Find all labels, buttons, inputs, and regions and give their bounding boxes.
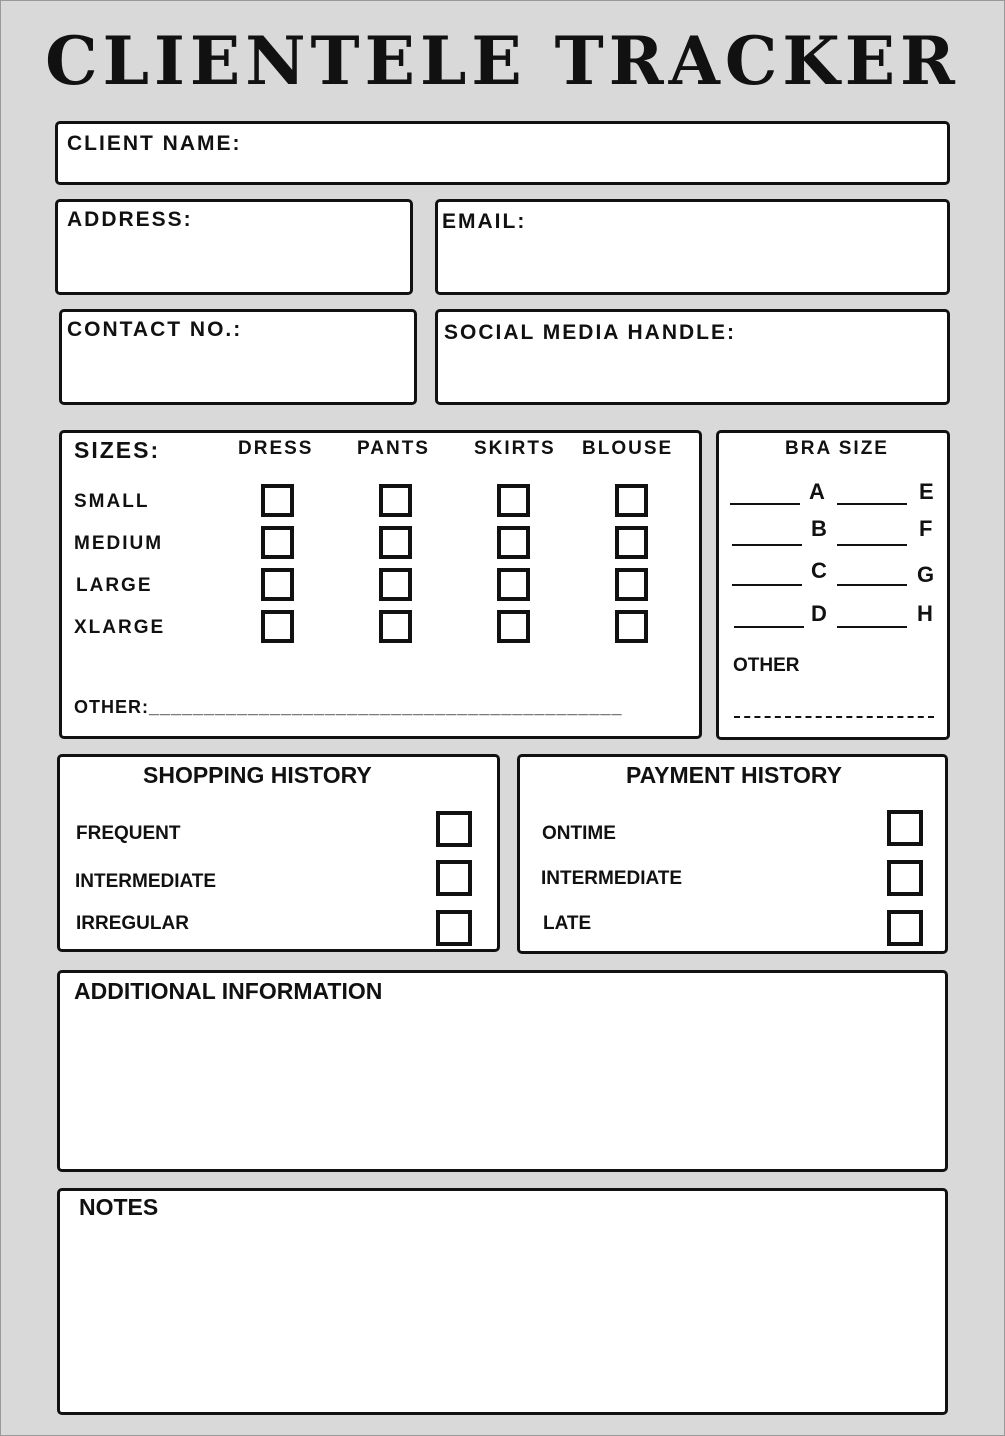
row-xlarge: XLARGE	[74, 617, 166, 638]
address-label: ADDRESS:	[67, 208, 193, 231]
checkbox-large-dress[interactable]	[261, 568, 294, 601]
bra-other-label: OTHER	[733, 655, 800, 676]
checkbox-shopping-irregular[interactable]	[436, 910, 472, 946]
page-title: CLIENTELE TRACKER	[45, 22, 960, 100]
contact-label: CONTACT NO.:	[67, 318, 243, 341]
checkbox-large-pants[interactable]	[379, 568, 412, 601]
checkbox-payment-ontime[interactable]	[887, 810, 923, 846]
client-name-field[interactable]	[55, 121, 950, 185]
additional-info-label: ADDITIONAL INFORMATION	[74, 978, 383, 1004]
checkbox-small-skirts[interactable]	[497, 484, 530, 517]
contact-field[interactable]	[59, 309, 417, 405]
payment-history-panel	[517, 754, 948, 954]
bra-size-panel	[716, 430, 950, 740]
checkbox-xlarge-pants[interactable]	[379, 610, 412, 643]
notes-label: NOTES	[79, 1194, 159, 1220]
checkbox-xlarge-skirts[interactable]	[497, 610, 530, 643]
col-pants: PANTS	[357, 438, 430, 459]
bra-letter-a: A	[809, 479, 825, 504]
bra-letter-c: C	[811, 558, 827, 583]
checkbox-large-skirts[interactable]	[497, 568, 530, 601]
checkbox-medium-pants[interactable]	[379, 526, 412, 559]
bra-blank-f[interactable]	[837, 544, 907, 546]
bra-blank-e[interactable]	[837, 503, 907, 505]
address-field[interactable]	[55, 199, 413, 295]
bra-letter-f: F	[919, 516, 933, 541]
bra-blank-b[interactable]	[732, 544, 802, 546]
bra-letter-e: E	[919, 479, 934, 504]
checkbox-xlarge-dress[interactable]	[261, 610, 294, 643]
shopping-frequent-label: FREQUENT	[76, 823, 181, 844]
payment-late-label: LATE	[543, 913, 592, 934]
checkbox-shopping-frequent[interactable]	[436, 811, 472, 847]
bra-blank-g[interactable]	[837, 584, 907, 586]
payment-intermediate-label: INTERMEDIATE	[541, 868, 683, 889]
row-small: SMALL	[74, 491, 150, 512]
additional-info-field[interactable]	[57, 970, 948, 1172]
checkbox-xlarge-blouse[interactable]	[615, 610, 648, 643]
bra-letter-g: G	[917, 562, 935, 587]
email-label: EMAIL:	[442, 210, 527, 233]
sizes-label: SIZES:	[74, 437, 161, 463]
checkbox-medium-blouse[interactable]	[615, 526, 648, 559]
client-name-label: CLIENT NAME:	[67, 132, 242, 155]
notes-field[interactable]	[57, 1188, 948, 1415]
email-field[interactable]	[435, 199, 950, 295]
bra-blank-c[interactable]	[732, 584, 802, 586]
col-blouse: BLOUSE	[582, 438, 674, 459]
col-dress: DRESS	[238, 438, 314, 459]
checkbox-small-dress[interactable]	[261, 484, 294, 517]
checkbox-large-blouse[interactable]	[615, 568, 648, 601]
checkbox-medium-dress[interactable]	[261, 526, 294, 559]
checkbox-small-blouse[interactable]	[615, 484, 648, 517]
social-media-field[interactable]	[435, 309, 950, 405]
bra-size-title: BRA SIZE	[785, 438, 889, 459]
row-medium: MEDIUM	[74, 533, 164, 554]
sizes-panel	[59, 430, 702, 739]
social-media-label: SOCIAL MEDIA HANDLE:	[444, 321, 736, 344]
bra-letter-h: H	[917, 601, 933, 626]
checkbox-payment-intermediate[interactable]	[887, 860, 923, 896]
col-skirts: SKIRTS	[474, 438, 556, 459]
bra-letter-b: B	[811, 516, 827, 541]
payment-ontime-label: ONTIME	[542, 823, 616, 844]
bra-letter-d: D	[811, 601, 827, 626]
bra-blank-a[interactable]	[730, 503, 800, 505]
checkbox-medium-skirts[interactable]	[497, 526, 530, 559]
shopping-intermediate-label: INTERMEDIATE	[75, 871, 217, 892]
bra-blank-h[interactable]	[837, 626, 907, 628]
shopping-history-title: SHOPPING HISTORY	[143, 762, 372, 788]
sizes-other-line[interactable]: OTHER:___________________________________________	[74, 697, 623, 717]
shopping-irregular-label: IRREGULAR	[76, 913, 189, 934]
shopping-history-panel	[57, 754, 500, 952]
checkbox-small-pants[interactable]	[379, 484, 412, 517]
payment-history-title: PAYMENT HISTORY	[626, 762, 842, 788]
bra-other-line[interactable]	[734, 716, 934, 718]
row-large: LARGE	[76, 575, 153, 596]
checkbox-payment-late[interactable]	[887, 910, 923, 946]
bra-blank-d[interactable]	[734, 626, 804, 628]
checkbox-shopping-intermediate[interactable]	[436, 860, 472, 896]
